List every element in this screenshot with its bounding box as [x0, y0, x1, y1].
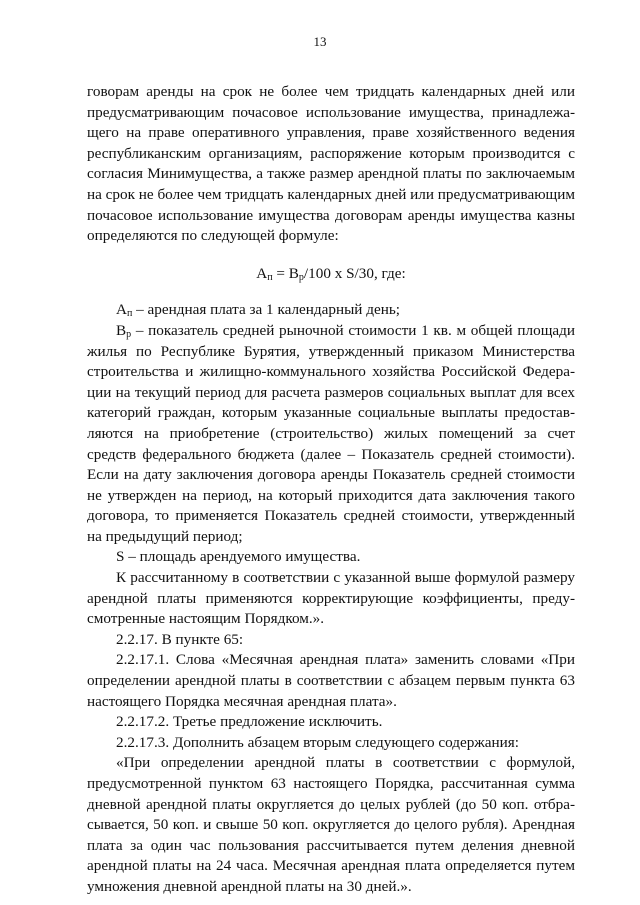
paragraph-2-2-17-2: 2.2.17.2. Третье предложение исключить.	[116, 713, 383, 731]
page-number: 13	[313, 34, 327, 49]
paragraph-quoted-addition: «При определении арендной платы в соответствии с формулой, предусмотренной пунктом 63 настоящего Порядка, рассчитанная сумма дневной арендной платы округляется до целых рублей (до 50 коп. отбрасывается, 50 коп. и свыше 50 коп. округляется до целого рубля). Арендная плата за один час пользования рассчитывается путем деления дневной арендной платы на 24 часа. Месячная арендная плата определяется путем умножения дневной арендной платы на 30 дней.».	[87, 754, 575, 895]
paragraph-coefficients: К рассчитанному в соответствии с указанной выше формулой размеру арендной платы применяются корректирующие коэффициенты, предусмотренные настоящим Порядком.».	[87, 569, 575, 628]
formula	[87, 264, 575, 285]
intro-paragraph: говорам аренды на срок не более чем тридцать календарных дней или предусматривающим почасовое использование имущества, принадлежащего на праве оперативного управления, праве хозяйственного ведения республиканским организациям, распоряжение которым производится с согласия Минимущества, а также размер арендной платы по заключаемым на срок не более чем тридцать календарных дней или предусматривающим почасовое использование имущества договорам аренды имущества казны определяются по следующей формуле:	[87, 83, 575, 245]
formula-rest: /100 х S/30, где:	[303, 264, 406, 282]
definition-ap-text: – арендная плата за 1 календарный день;	[132, 301, 400, 319]
document-body	[87, 82, 575, 898]
formula-lhs-sub: п	[267, 271, 273, 283]
formula-rhs-sub: р	[298, 271, 304, 283]
definition-bp	[87, 321, 575, 548]
formula-lhs: А	[256, 264, 268, 282]
paragraph-2-2-17-3: 2.2.17.3. Дополнить абзацем вторым следующего содержания:	[116, 733, 519, 751]
definition-ap	[87, 300, 575, 321]
definition-ap-symbol: А	[116, 301, 127, 319]
definition-s: S – площадь арендуемого имущества.	[116, 548, 361, 566]
paragraph-2-2-17-1: 2.2.17.1. Слова «Месячная арендная плата» заменить словами «При определении арендной платы в соответствии с абзацем первым пункта 63 настоящего Порядка месячная арендная плата».	[87, 651, 575, 710]
definition-bp-sub: р	[126, 328, 132, 340]
paragraph-2-2-17: 2.2.17. В пункте 65:	[116, 630, 244, 648]
definition-bp-text: – показатель средней рыночной стоимости 1 кв. м общей площади жилья по Республике Бурятия, утвержденный приказом Министерства строительства и жилищно-коммунального хозяйства Российской Федерации на текущий период для расчета размеров социальных выплат для всех категорий граждан, которым указанные социальные выплаты предоставляются на приобретение (строительство) жилых помещений за счет средств федерального бюджета (далее – Показатель средней стоимости). Если на дату заключения договора аренды Показатель средней стоимости не утвержден на период, на который приходится дата заключения такого договора, то применяется Показатель средней стоимости, утвержденный на предыдущий период;	[87, 321, 575, 545]
formula-eq: = В	[272, 264, 299, 282]
definition-bp-symbol: В	[116, 321, 127, 339]
definition-ap-sub: п	[126, 308, 133, 320]
